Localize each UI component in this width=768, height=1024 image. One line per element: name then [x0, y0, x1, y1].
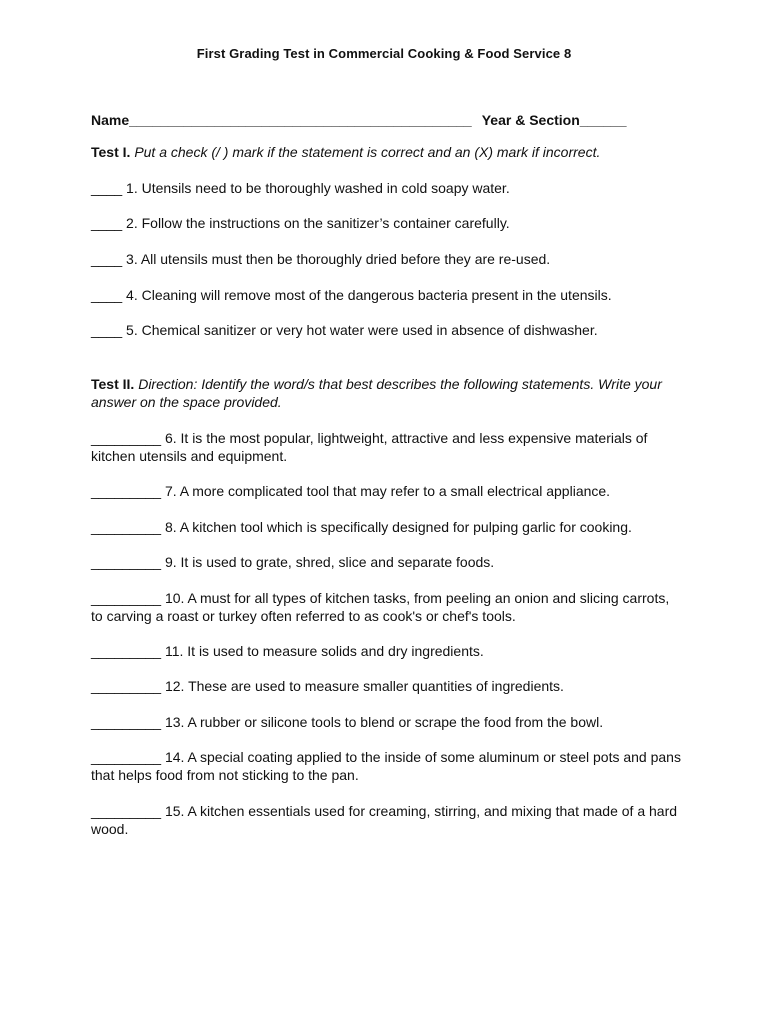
page-title: First Grading Test in Commercial Cooking & Food Service 8	[196, 46, 572, 61]
year-section-field-line: Year & Section______	[481, 112, 627, 128]
test1-item-5: ____ 5. Chemical sanitizer or very hot water were used in absence of dishwasher.	[91, 322, 598, 338]
test1-item-4: ____ 4. Cleaning will remove most of the dangerous bacteria present in the utensils.	[91, 287, 612, 303]
test2-item-8: _________ 8. A kitchen tool which is specifically designed for pulping garlic for cooking.	[91, 519, 632, 535]
name-section-row	[91, 112, 681, 128]
test1-item-3: ____ 3. All utensils must then be thoroughly dried before they are re-used.	[91, 251, 551, 267]
test2-item-15: _________ 15. A kitchen essentials used for creaming, stirring, and mixing that made of a hard wood.	[91, 803, 678, 837]
test1-direction: Put a check (/ ) mark if the statement is correct and an (X) mark if incorrect.	[134, 144, 601, 160]
test1-item-2: ____ 2. Follow the instructions on the sanitizer’s container carefully.	[91, 215, 510, 231]
test2-item-9: _________ 9. It is used to grate, shred, slice and separate foods.	[91, 554, 495, 570]
test2-direction: Direction: Identify the word/s that best describes the following statements. Write your answer on the space provided.	[91, 376, 662, 410]
test2-heading	[91, 375, 681, 411]
test2-label: Test II.	[91, 376, 135, 392]
test2-item-12: _________ 12. These are used to measure smaller quantities of ingredients.	[91, 678, 564, 694]
test1-item-1: ____ 1. Utensils need to be thoroughly washed in cold soapy water.	[91, 180, 510, 196]
test2-item-10: _________ 10. A must for all types of kitchen tasks, from peeling an onion and slicing carrots, to carving a roast or turkey often referred to as cook's or chef's tools.	[91, 590, 670, 624]
test2-item-11: _________ 11. It is used to measure solids and dry ingredients.	[91, 643, 484, 659]
test1-label: Test I.	[91, 144, 131, 160]
test1-heading	[91, 143, 600, 161]
test2-item-13: _________ 13. A rubber or silicone tools to blend or scrape the food from the bowl.	[91, 714, 604, 730]
test2-item-14: _________ 14. A special coating applied to the inside of some aluminum or steel pots and pans that helps food from not sticking to the pan.	[91, 749, 681, 783]
name-field-line: Name____________________________________________	[91, 112, 472, 128]
test2-item-6: _________ 6. It is the most popular, lightweight, attractive and less expensive materials of kitchen utensils and equipment.	[91, 430, 648, 464]
test2-item-7: _________ 7. A more complicated tool that may refer to a small electrical appliance.	[91, 483, 611, 499]
